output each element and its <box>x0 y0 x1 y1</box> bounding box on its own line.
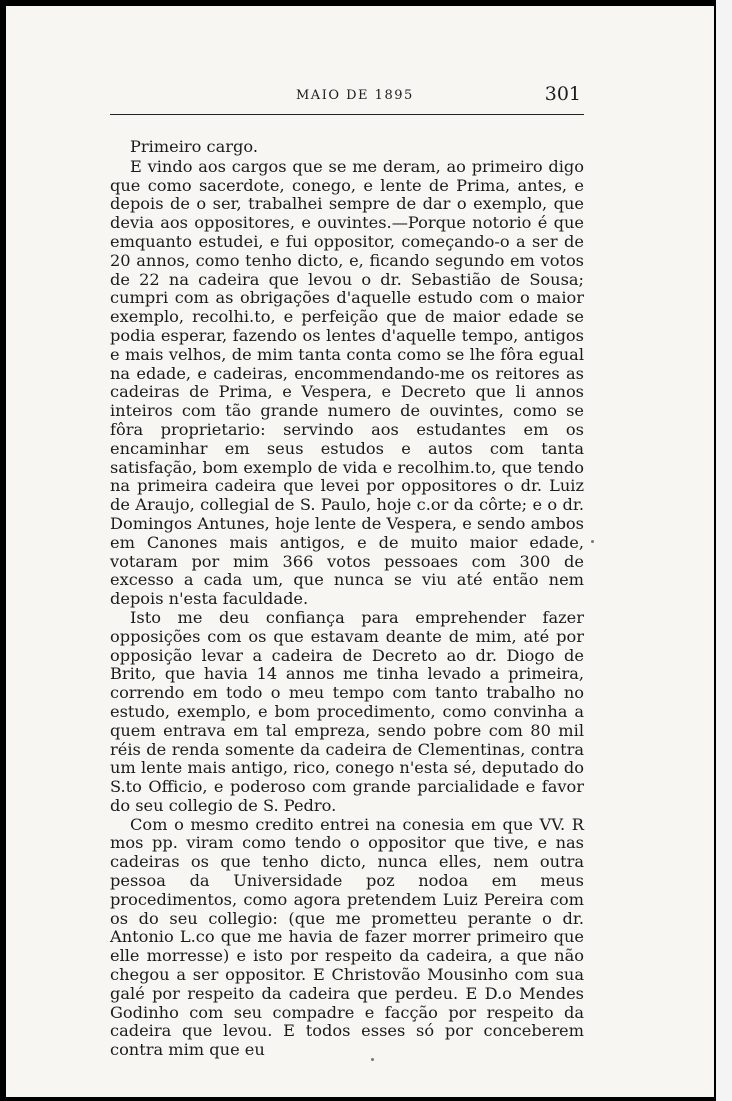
paragraph: Com o mesmo credito entrei na conesia em que VV. R mos pp. viram como tendo o oppositor que tive, e nas cadeiras os que tenho dicto, nunca elles, nem outra pessoa da Universidade poz nodoa em meus procedimentos, como agora pretendem Luiz Pereira com os do seu collegio: (que me prometteu perante o dr. Antonio L.co que me havia de fazer morrer primeiro que elle morresse) e isto por respeito da cadeira, a que não chegou a ser oppositor. E Christovão Mousinho com sua galé por respeito da cadeira que perdeu. E D.o Mendes Godinho com seu compadre e facção por respeito da cadeira que levou. E todos esses só por conceberem contra mim que eu <box>110 814 584 1060</box>
page-body <box>110 138 584 1060</box>
scan-speck <box>371 1058 374 1061</box>
paragraph: Isto me deu confiança para emprehender fazer opposições com os que estavam deante de mim, até por opposição levar a cadeira de Decreto ao dr. Diogo de Brito, que havia 14 annos me tinha levado a primeira, correndo em todo o meu tempo com tanto trabalho no estudo, exemplo, e bom procedimento, como convinha a quem entrava em tal empreza, sendo pobre com 80 mil réis de renda somente da cadeira de Clementinas, contra um lente mais antigo, rico, conego n'esta sé, deputado do S.to Officio, e poderoso com grande parcialidade e favor do seu collegio de S. Pedro. <box>110 607 584 815</box>
scan-edge <box>716 0 732 1101</box>
header-rule <box>110 114 584 115</box>
section-title: Primeiro cargo. <box>130 137 258 156</box>
header-date: MAIO DE 1895 <box>296 88 414 103</box>
running-header <box>106 82 581 110</box>
book-page <box>6 6 714 1097</box>
paragraph: E vindo aos cargos que se me deram, ao primeiro digo que como sacerdote, conego, e lente de Prima, antes, e depois de o ser, trabalhei sempre de dar o exemplo, que devia aos oppositores, e ouvintes.—Porque notorio é que emquanto estudei, e fui oppositor, começando-o a ser de 20 annos, como tenho dicto, e, ficando segundo em votos de 22 na cadeira que levou o dr. Sebastião de Sousa; cumpri com as obrigações d'aquelle estudo com o maior exemplo, recolhi.to, e perfeição que de maior edade se podia esperar, fazendo os lentes d'aquelle tempo, antigos e mais velhos, de mim tanta conta como se lhe fôra egual na edade, e cadeiras, encommendando-me os reitores as cadeiras de Prima, e Vespera, e Decreto que li annos inteiros com tão grande numero de ouvintes, como se fôra proprietario: servindo aos estudantes em os encaminhar em seus estudos e autos com tanta satisfação, bom exemplo de vida e recolhim.to, que tendo na primeira cadeira que levei por oppositores o dr. Luiz de Araujo, collegial de S. Paulo, hoje c.or da côrte; e o dr. Domingos Antunes, hoje lente de Vespera, e sendo ambos em Canones mais antigos, e de muito maior edade, votaram por mim 366 votos pessoaes com 300 de excesso a cada um, que nunca se viu até então nem depois n'esta faculdade. <box>110 156 584 609</box>
page-number: 301 <box>544 83 581 105</box>
scan-speck <box>591 540 594 543</box>
